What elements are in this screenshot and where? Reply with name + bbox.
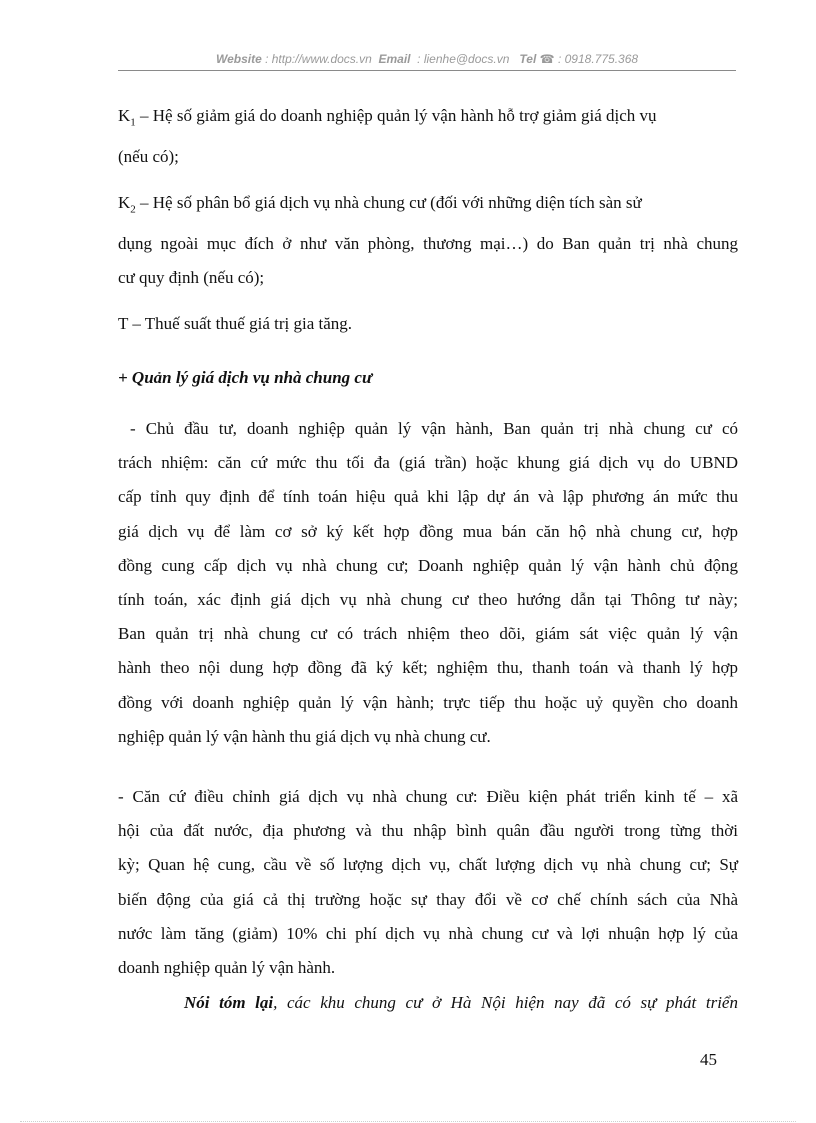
k2-text: – Hệ số phân bổ giá dịch vụ nhà chung cư (đối với những diện tích sàn sử	[135, 193, 642, 212]
summary-lead: Nói tóm lại	[184, 993, 274, 1012]
para2-line: - Căn cứ điều chỉnh giá dịch vụ nhà chung cư: Điều kiện phát triển kinh tế – xã	[118, 787, 738, 806]
para1-line: nghiệp quản lý vận hành thu giá dịch vụ nhà chung cư.	[118, 726, 491, 746]
page-header	[118, 52, 736, 66]
section-heading: + Quản lý giá dịch vụ nhà chung cư	[118, 368, 373, 387]
t-definition	[118, 307, 738, 341]
tel-value: : 0918.775.368	[557, 52, 639, 66]
k1-subscript: 1	[130, 116, 136, 129]
paragraph-adjustment	[118, 780, 738, 985]
para2-line: kỳ; Quan hệ cung, cầu về số lượng dịch vụ, chất lượng dịch vụ nhà chung cư; Sự	[118, 855, 738, 875]
k2-definition	[118, 186, 738, 295]
k2-line-1	[118, 186, 738, 227]
para1-line: cấp tỉnh quy định để tính toán hiệu quả khi lập dự án và lập phương án mức thu	[118, 487, 738, 507]
header-divider	[118, 70, 736, 71]
email-label: Email	[378, 52, 411, 66]
para2-line: biến động của giá cả thị trường hoặc sự thay đổi về cơ chế chính sách của Nhà	[118, 889, 738, 909]
t-line: T – Thuế suất thuế giá trị gia tăng.	[118, 314, 353, 333]
tel-label: Tel	[519, 52, 537, 66]
page-number: 45	[700, 1050, 717, 1069]
summary-line	[118, 986, 738, 1020]
para2-line: hội của đất nước, địa phương và thu nhập bình quân đầu người trong từng thời	[118, 821, 738, 841]
k2-symbol: K	[118, 193, 131, 212]
para1-line: hành theo nội dung hợp đồng đã ký kết; nghiệm thu, thanh toán và thanh lý hợp	[118, 658, 738, 678]
phone-icon: ☎	[539, 52, 555, 66]
para1-line: đồng cung cấp dịch vụ nhà chung cư; Doanh nghiệp quản lý vận hành chủ động	[118, 555, 738, 575]
website-value[interactable]: : http://www.docs.vn	[265, 52, 372, 66]
k2-line-2: dụng ngoài mục đích ở như văn phòng, thương mại…) do Ban quản trị nhà chung	[118, 233, 738, 253]
k1-definition	[118, 99, 738, 174]
page-bottom-border	[20, 1121, 796, 1122]
k1-line-2: (nếu có);	[118, 146, 179, 166]
website-label: Website	[215, 52, 262, 66]
k1-text: – Hệ số giảm giá do doanh nghiệp quản lý vận hành hỗ trợ giảm giá dịch vụ	[135, 106, 657, 125]
para1-line: giá dịch vụ để làm cơ sở ký kết hợp đồng mua bán căn hộ nhà chung cư, hợp	[118, 521, 738, 541]
para1-line: Ban quản trị nhà chung cư có trách nhiệm theo dõi, giám sát việc quản lý vận	[118, 624, 738, 644]
k2-line-3: cư quy định (nếu có);	[118, 267, 265, 287]
email-value[interactable]: : lienhe@docs.vn	[417, 52, 510, 66]
k1-line-1	[118, 99, 738, 140]
paragraph-management	[118, 412, 738, 754]
para2-line: nước làm tăng (giảm) 10% chi phí dịch vụ nhà chung cư và lợi nhuận hợp lý của	[118, 923, 738, 943]
para1-line: - Chủ đầu tư, doanh nghiệp quản lý vận hành, Ban quản trị nhà chung cư có	[130, 419, 738, 438]
para1-line: trách nhiệm: căn cứ mức thu tối đa (giá trần) hoặc khung giá dịch vụ do UBND	[118, 453, 738, 473]
para1-line: tính toán, xác định giá dịch vụ nhà chung cư theo hướng dẫn tại Thông tư này;	[118, 590, 738, 610]
k1-symbol: K	[118, 106, 131, 125]
para1-line: đồng với doanh nghiệp quản lý vận hành; trực tiếp thu hoặc uỷ quyền cho doanh	[118, 692, 738, 712]
para2-line: doanh nghiệp quản lý vận hành.	[118, 958, 336, 978]
summary-text: , các khu chung cư ở Hà Nội hiện nay đã có sự phát triển	[273, 993, 738, 1012]
summary-paragraph	[118, 986, 738, 1020]
k2-subscript: 2	[130, 203, 136, 216]
